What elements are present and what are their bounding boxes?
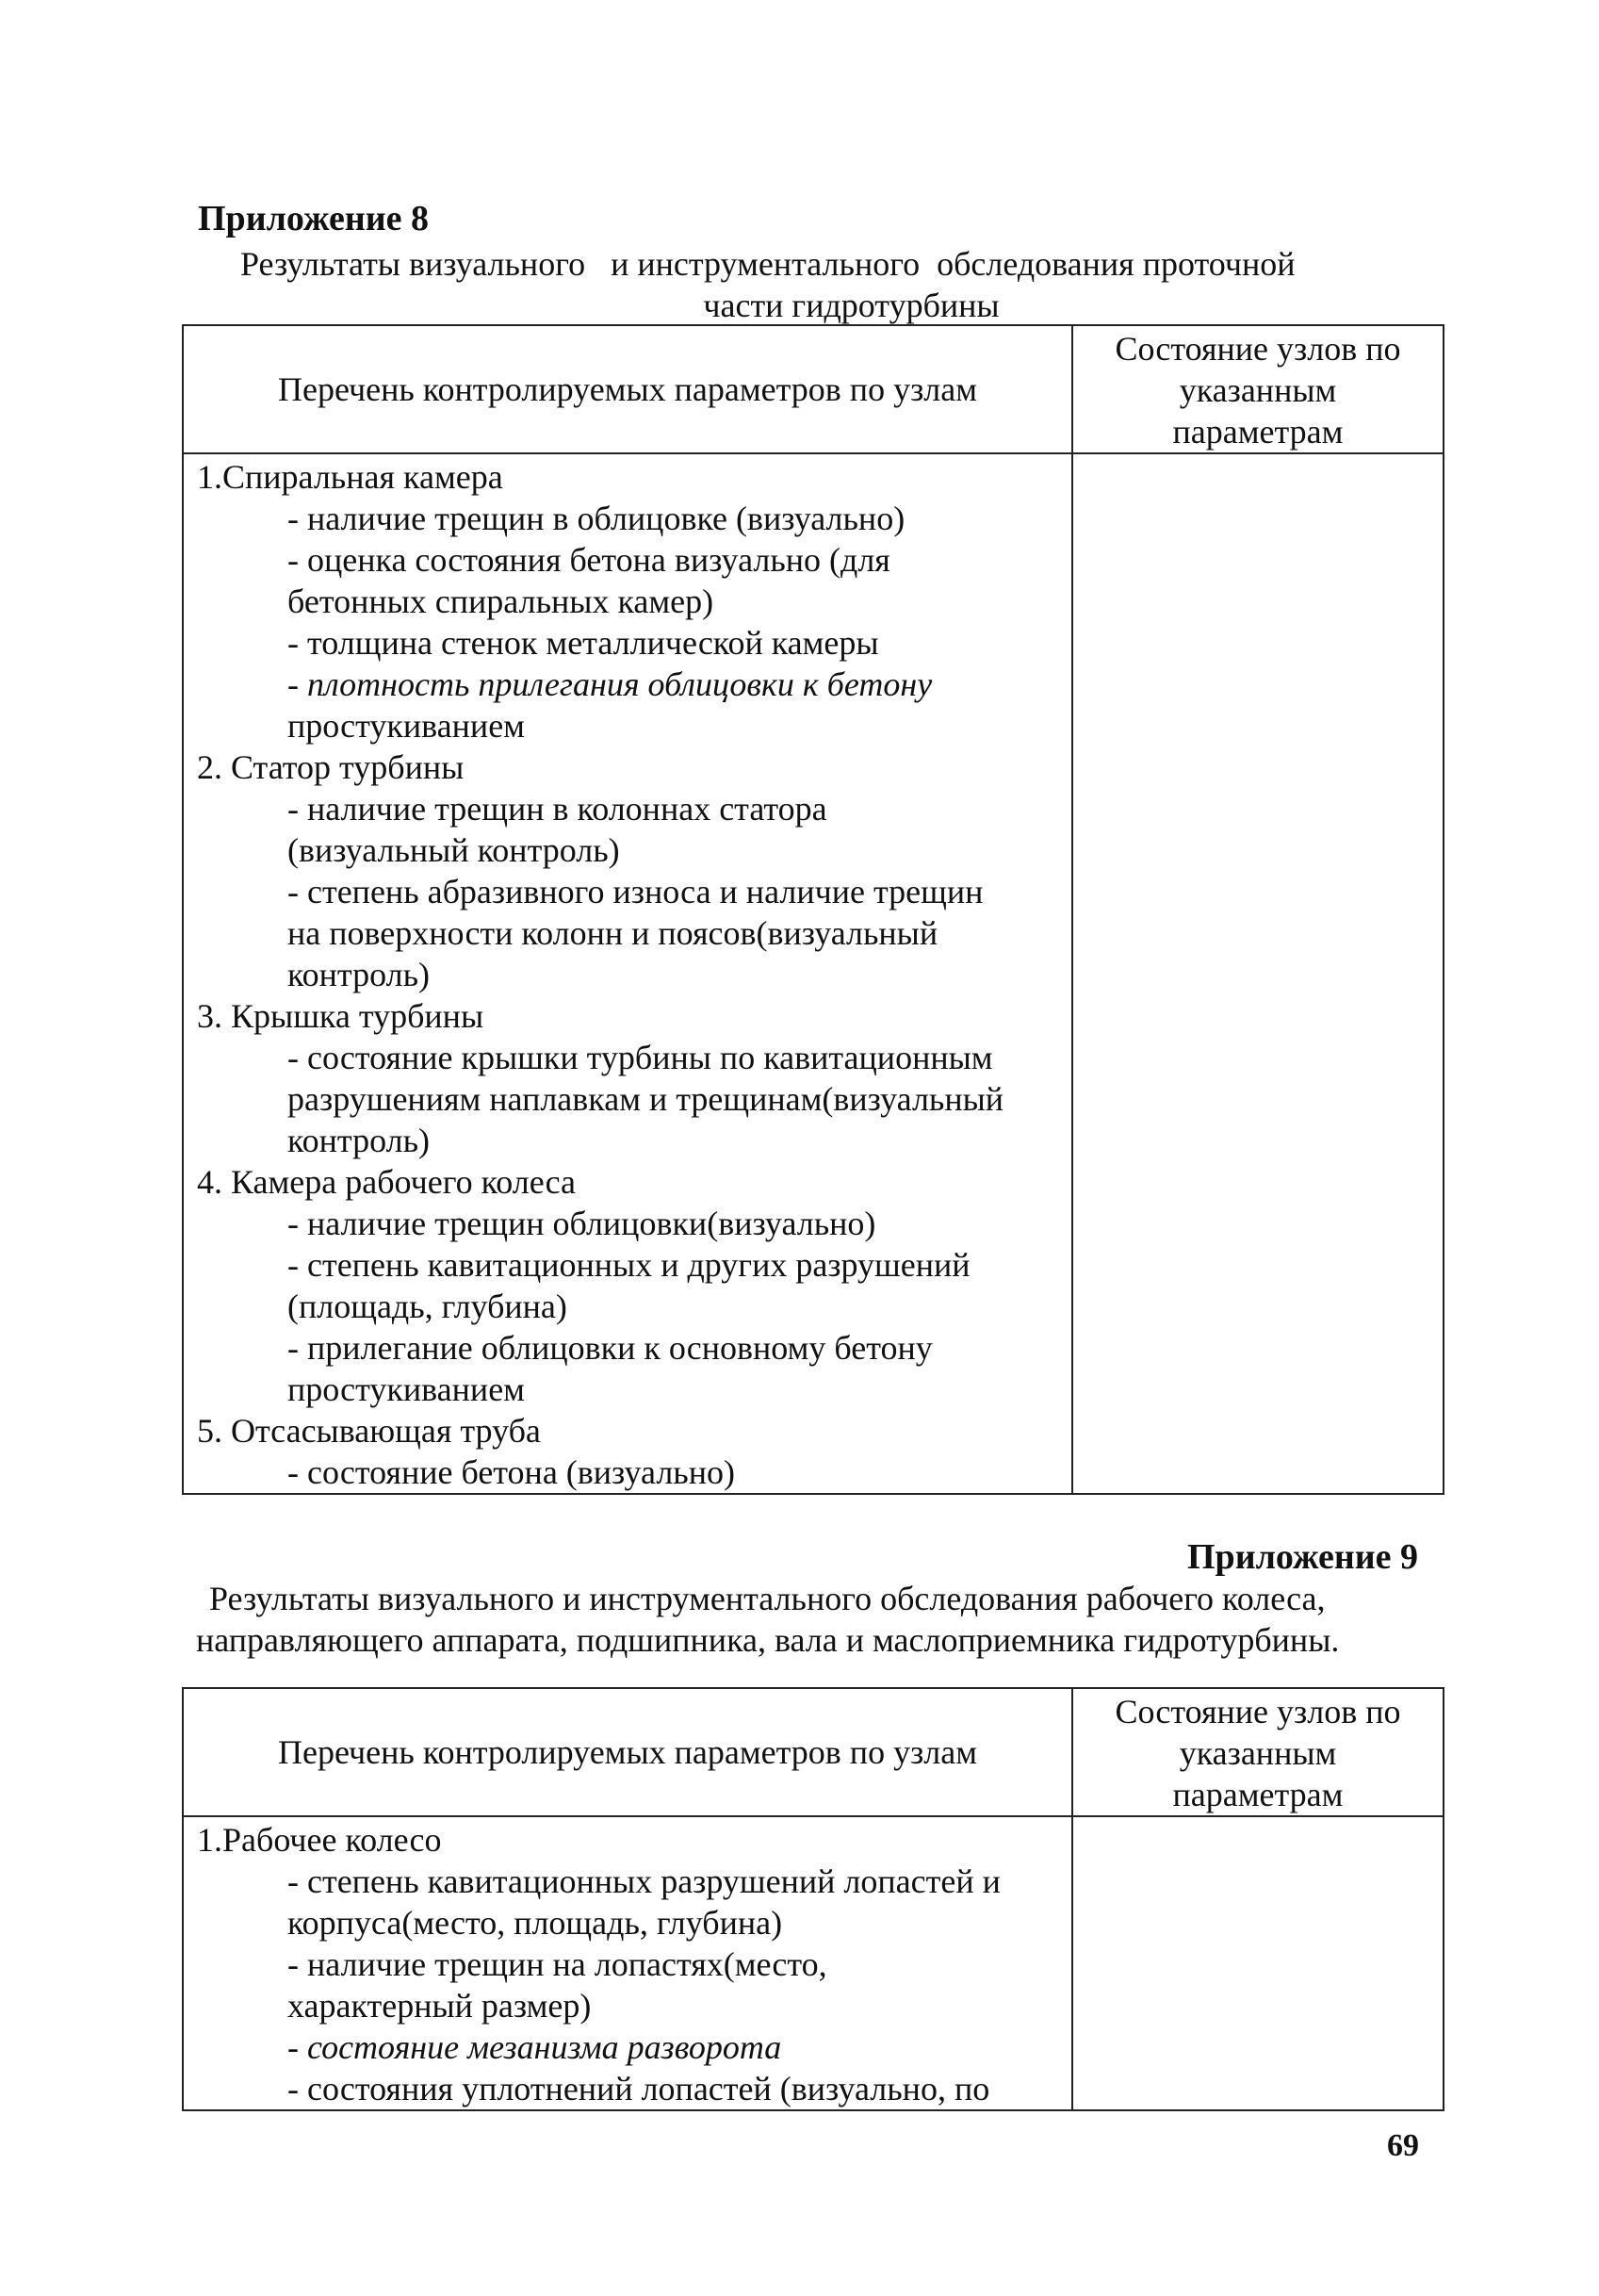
state-value-cell[interactable] xyxy=(1072,453,1444,1494)
parameter-item: - состояние мезанизма разворота xyxy=(287,2028,782,2066)
parameter-item: - состояния уплотнений лопастей (визуально, по xyxy=(287,2070,990,2107)
appendix-9-subtitle-line-1: Результаты визуального и инструментального обследования рабочего колеса, xyxy=(209,1580,1326,1617)
parameter-item: - толщина стенок металлической камеры xyxy=(287,624,879,662)
parameter-item: на поверхности колонн и поясов(визуальный xyxy=(287,914,938,952)
parameter-item: контроль) xyxy=(287,956,430,993)
table-body-row xyxy=(183,1816,1444,2110)
header-state-cell xyxy=(1072,1688,1444,1816)
header-state-line: Состояние узлов по xyxy=(1115,1693,1401,1730)
parameter-item: - наличие трещин облицовки(визуально) xyxy=(287,1205,876,1242)
header-state-line: указанным xyxy=(1179,371,1337,409)
parameter-item: (визуальный контроль) xyxy=(287,831,620,869)
appendix-8-table xyxy=(182,324,1444,1495)
table-body-row xyxy=(183,453,1444,1494)
header-parameters-cell xyxy=(183,1688,1072,1816)
section-title: 1.Спиральная камера xyxy=(197,458,503,496)
appendix-9-table xyxy=(182,1687,1444,2111)
parameter-item: - наличие трещин в облицовке (визуально) xyxy=(287,500,906,537)
header-parameters-label: Перечень контролируемых параметров по узлам xyxy=(277,370,978,408)
appendix-8-subtitle-line-2: части гидротурбины xyxy=(703,287,1000,324)
table-header-row xyxy=(183,1688,1444,1816)
parameter-item: разрушениям наплавкам и трещинам(визуальный xyxy=(287,1080,1004,1118)
parameter-item: - состояние крышки турбины по кавитационным xyxy=(287,1039,993,1076)
parameter-item: - степень кавитационных разрушений лопастей и xyxy=(287,1862,1001,1900)
parameter-item: - состояние бетона (визуально) xyxy=(287,1453,735,1491)
section-title: 4. Камера рабочего колеса xyxy=(197,1163,576,1201)
section-title: 2. Статор турбины xyxy=(197,748,465,786)
header-parameters-label: Перечень контролируемых параметров по узлам xyxy=(277,1733,978,1771)
appendix-9-subtitle-line-2: направляющего аппарата, подшипника, вала и маслоприемника гидротурбины. xyxy=(196,1621,1340,1659)
parameter-item: - степень абразивного износа и наличие трещин xyxy=(287,873,984,910)
header-state-line: параметрам xyxy=(1172,1776,1344,1813)
parameters-list-cell xyxy=(183,1816,1072,2110)
parameter-item: - оценка состояния бетона визуально (для xyxy=(287,541,890,579)
appendix-9-heading: Приложение 9 xyxy=(1187,1537,1419,1577)
section-title: 3. Крышка турбины xyxy=(197,997,484,1035)
parameter-item: - прилегание облицовки к основному бетону xyxy=(287,1329,933,1367)
state-value-cell[interactable] xyxy=(1072,1816,1444,2110)
parameter-item: простукиванием xyxy=(287,1370,525,1408)
parameter-item: контроль) xyxy=(287,1122,430,1159)
parameter-item: бетонных спиральных камер) xyxy=(287,582,714,620)
parameters-list-cell xyxy=(183,453,1072,1494)
parameter-item: простукиванием xyxy=(287,707,525,745)
header-state-line: указанным xyxy=(1179,1734,1337,1772)
header-state-cell xyxy=(1072,325,1444,453)
parameter-item: корпуса(место, площадь, глубина) xyxy=(287,1904,783,1942)
table-header-row xyxy=(183,325,1444,453)
parameter-item: характерный размер) xyxy=(287,1987,592,2025)
page-number: 69 xyxy=(1387,2128,1419,2163)
appendix-8-subtitle-line-1: Результаты визуального и инструментального обследования проточной xyxy=(240,245,1296,283)
section-title: 1.Рабочее колесо xyxy=(197,1821,442,1859)
header-parameters-cell xyxy=(183,325,1072,453)
header-state-line: параметрам xyxy=(1172,413,1344,451)
parameter-item: - степень кавитационных и других разрушений xyxy=(287,1246,971,1284)
parameter-item: - наличие трещин в колоннах статора xyxy=(287,790,827,828)
header-state-line: Состояние узлов по xyxy=(1115,330,1401,368)
appendix-8-heading: Приложение 8 xyxy=(198,199,430,238)
section-title: 5. Отсасывающая труба xyxy=(197,1412,541,1450)
parameter-item: - наличие трещин на лопастях(место, xyxy=(287,1945,827,1983)
parameter-item: (площадь, глубина) xyxy=(287,1287,567,1325)
parameter-item: - плотность прилегания облицовки к бетону xyxy=(287,665,933,703)
